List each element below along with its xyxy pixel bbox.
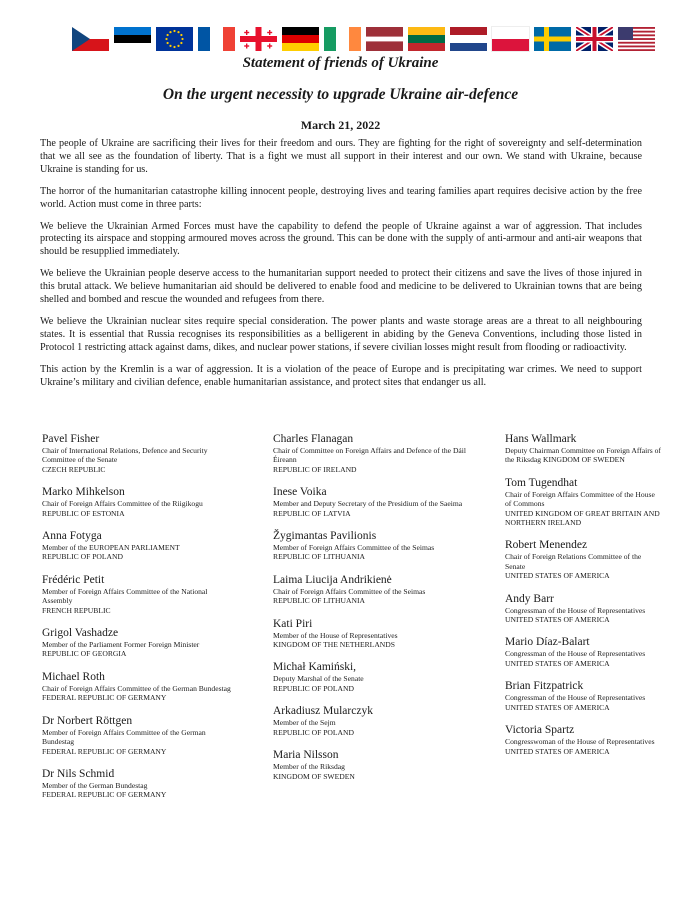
signatory bbox=[505, 723, 662, 756]
signatory-country: REPUBLIC OF LITHUANIA bbox=[273, 596, 365, 606]
signatory bbox=[505, 476, 662, 528]
signatory-name: Dr Nils Schmid bbox=[42, 767, 115, 780]
signatory bbox=[273, 529, 468, 562]
signatory-role: Chair of Foreign Affairs Committee of the House of Commons bbox=[505, 489, 655, 509]
signatory-country: FEDERAL REPUBLIC OF GERMANY bbox=[42, 790, 167, 800]
paragraph: This action by the Kremlin is a war of aggression. It is a violation of the peace of Europe and is precipitating war crimes. We need to support Ukraine’s military and civilian defence, enable humanitarian assistance, and protect sites that endanger us all. bbox=[40, 363, 642, 388]
signatory-name: Laima Liucija Andrikienė bbox=[273, 573, 392, 586]
signatory bbox=[505, 635, 662, 668]
signatory-name: Grigol Vashadze bbox=[42, 627, 119, 640]
signatory-name: Michael Roth bbox=[42, 670, 105, 683]
signatory bbox=[273, 573, 468, 606]
signatory-country: REPUBLIC OF GEORGIA bbox=[42, 649, 127, 659]
signatory bbox=[505, 592, 662, 625]
paragraph: We believe the Ukrainian people deserve access to the humanitarian support needed to protect their citizens and save the lives of those injured in this brutal attack. We believe humanitarian aid should be delivered to enable food and medicine to be delivered to Ukrainian towns that are being shelled and bombed and rescue the wounded and refugees from there. bbox=[40, 268, 642, 306]
signatory bbox=[273, 704, 468, 737]
signatory-role: Member of the Parliament Former Foreign Minister bbox=[42, 640, 200, 650]
flag-row bbox=[72, 27, 632, 53]
signatory bbox=[273, 748, 468, 781]
signatory-country: CZECH REPUBLIC bbox=[42, 464, 106, 474]
signatory-role: Chair of Foreign Affairs Committee of the German Bundestag bbox=[42, 683, 231, 693]
signatory-role: Member of Foreign Affairs Committee of the German Bundestag bbox=[42, 727, 206, 747]
signatory-country: REPUBLIC OF POLAND bbox=[273, 727, 355, 737]
signatory bbox=[42, 670, 237, 703]
lithuania-flag-icon bbox=[408, 27, 445, 51]
georgia-flag-icon bbox=[240, 27, 277, 51]
latvia-flag-icon bbox=[366, 27, 403, 51]
estonia-flag-icon bbox=[114, 27, 151, 51]
signatory-country: KINGDOM OF SWEDEN bbox=[273, 771, 355, 781]
signatory-role: Member of the Riksdag bbox=[273, 762, 345, 772]
signatory-name: Marko Mihkelson bbox=[42, 486, 125, 499]
signatory-country: REPUBLIC OF LITHUANIA bbox=[273, 552, 365, 562]
paragraph: We believe the Ukrainian Armed Forces must have the capability to defend the people of Ukraine against a war of aggression. That includes protecting its airspace and stopping armoured moves across the ground. This can be done with the supply of anti-armour and anti-air weapons that should be resupplied immediately. bbox=[40, 220, 642, 258]
signatory-name: Mario Díaz-Balart bbox=[505, 636, 590, 649]
signatory-role: Member and Deputy Secretary of the Presidium of the Saeima bbox=[273, 499, 463, 509]
signatory bbox=[42, 529, 237, 562]
signatory-name: Inese Voika bbox=[273, 486, 327, 499]
signatory-role: Chair of International Relations, Defence and Security Committee of the Senate bbox=[42, 446, 208, 465]
signatory-role: Congressman of the House of Representatives bbox=[505, 605, 646, 615]
signatory bbox=[505, 432, 662, 465]
signatory-role: Deputy Chairman Committee on Foreign Affairs of the Riksdag KINGDOM OF SWEDEN bbox=[505, 446, 661, 465]
signatory-country: FEDERAL REPUBLIC OF GERMANY bbox=[42, 746, 167, 756]
signatory-name: Maria Nilsson bbox=[273, 749, 339, 762]
signatory bbox=[42, 573, 237, 615]
signatory-name: Arkadiusz Mularczyk bbox=[273, 705, 373, 718]
signatory bbox=[273, 485, 468, 518]
signatory-country: FRENCH REPUBLIC bbox=[42, 605, 111, 615]
signatory-role: Member of the Sejm bbox=[273, 718, 336, 728]
signatory bbox=[42, 485, 237, 518]
signatory bbox=[505, 679, 662, 712]
signatory bbox=[42, 432, 237, 474]
signatory-country: UNITED STATES OF AMERICA bbox=[505, 658, 610, 668]
signatory bbox=[505, 538, 662, 580]
signatory-role: Congresswoman of the House of Representatives bbox=[505, 737, 655, 747]
signatory bbox=[42, 626, 237, 659]
signatory-country: KINGDOM OF THE NETHERLANDS bbox=[273, 640, 395, 650]
germany-flag-icon bbox=[282, 27, 319, 51]
signatory-role: Chair of Committee on Foreign Affairs and Defence of the Dáil Éireann bbox=[273, 446, 467, 465]
signatory-name: Frédéric Petit bbox=[42, 573, 105, 586]
signatory-column-3 bbox=[505, 432, 662, 767]
signatory-country: UNITED STATES OF AMERICA bbox=[505, 615, 610, 625]
paragraph: We believe the Ukrainian nuclear sites require special consideration. The power plants and waste storage areas are a threat to all neighbouring states. It is essential that Russia recognises its responsibilities as a belligerent in abiding by the Geneva Conventions, including those listed in Protocol 1 restricting attack against dams, dikes, and nuclear power stations, if severe civilian losses might result from flooding or radioactivity. bbox=[40, 315, 642, 353]
signatory-country: UNITED STATES OF AMERICA bbox=[505, 571, 610, 581]
poland-flag-icon bbox=[492, 27, 529, 51]
usa-flag-icon bbox=[618, 27, 655, 51]
signatory-name: Žygimantas Pavilionis bbox=[273, 530, 377, 543]
signatory bbox=[273, 660, 468, 693]
signatory-country: REPUBLIC OF POLAND bbox=[273, 683, 355, 693]
signatory bbox=[42, 767, 237, 800]
statement-body bbox=[40, 138, 642, 399]
signatory-country: REPUBLIC OF IRELAND bbox=[273, 464, 357, 474]
signatory-name: Charles Flanagan bbox=[273, 433, 354, 445]
signatory-role: Chair of Foreign Affairs Committee of the Seimas bbox=[273, 586, 426, 596]
signatory-name: Robert Menendez bbox=[505, 539, 588, 552]
paragraph: The horror of the humanitarian catastrophe killing innocent people, destroying lives and tearing families apart requires decisive action by the free world. Action must come in three parts: bbox=[40, 185, 642, 210]
signatory-country: REPUBLIC OF ESTONIA bbox=[42, 508, 125, 518]
uk-flag-icon bbox=[576, 27, 613, 51]
signatory-name: Pavel Fisher bbox=[42, 433, 100, 445]
signatory bbox=[42, 714, 237, 756]
statement-title: Statement of friends of Ukraine bbox=[242, 55, 439, 71]
signatory-name: Andy Barr bbox=[505, 592, 554, 605]
signatory-role: Member of the House of Representatives bbox=[273, 630, 398, 640]
statement-date: March 21, 2022 bbox=[300, 118, 381, 132]
eu-flag-icon bbox=[156, 27, 193, 51]
signatory-name: Tom Tugendhat bbox=[505, 476, 578, 489]
signatory-role: Chair of Foreign Relations Committee of the Senate bbox=[505, 552, 642, 571]
sweden-flag-icon bbox=[534, 27, 571, 51]
signatory-role: Congressman of the House of Representatives bbox=[505, 649, 646, 659]
signatory-country: UNITED KINGDOM OF GREAT BRITAIN AND NORTHERN IRELAND bbox=[505, 508, 660, 528]
signatory-country: FEDERAL REPUBLIC OF GERMANY bbox=[42, 693, 167, 703]
signatory-name: Hans Wallmark bbox=[505, 433, 577, 445]
paragraph: The people of Ukraine are sacrificing their lives for their freedom and ours. They are fighting for the right of sovereignty and self-determination that we all see as the foundation of liberty. That is a fight we must all support in their interest and our own. We stand with Ukraine, because Ukraine is standing for us. bbox=[40, 138, 642, 175]
signatory-country: REPUBLIC OF LATVIA bbox=[273, 508, 351, 518]
signatory bbox=[273, 432, 468, 474]
signatory-name: Michał Kamiński, bbox=[273, 661, 357, 674]
france-flag-icon bbox=[198, 27, 235, 51]
signatory-role: Member of the EUROPEAN PARLIAMENT bbox=[42, 543, 180, 553]
signatory-column-1 bbox=[42, 432, 237, 811]
signatory-name: Kati Piri bbox=[273, 617, 313, 630]
signatory-role: Member of Foreign Affairs Committee of the National Assembly bbox=[42, 586, 208, 606]
signatory-country: UNITED STATES OF AMERICA bbox=[505, 702, 610, 712]
ireland-flag-icon bbox=[324, 27, 361, 51]
signatory-country: UNITED STATES OF AMERICA bbox=[505, 746, 610, 756]
signatory-column-2 bbox=[273, 432, 468, 792]
signatory-role: Member of the German Bundestag bbox=[42, 780, 148, 790]
signatory-name: Dr Norbert Röttgen bbox=[42, 714, 133, 727]
signatory-country: REPUBLIC OF POLAND bbox=[42, 552, 124, 562]
statement-subtitle: On the urgent necessity to upgrade Ukraine air-defence bbox=[162, 86, 519, 103]
netherlands-flag-icon bbox=[450, 27, 487, 51]
signatory-role: Member of Foreign Affairs Committee of the Seimas bbox=[273, 543, 435, 553]
czech-flag-icon bbox=[72, 27, 109, 51]
signatory-name: Brian Fitzpatrick bbox=[505, 680, 584, 693]
signatory-role: Deputy Marshal of the Senate bbox=[273, 674, 364, 684]
signatory bbox=[273, 617, 468, 650]
signatory-role: Chair of Foreign Affairs Committee of the Riigikogu bbox=[42, 499, 203, 509]
signatory-name: Anna Fotyga bbox=[42, 530, 102, 543]
signatory-role: Congressman of the House of Representatives bbox=[505, 693, 646, 703]
signatory-name: Victoria Spartz bbox=[505, 724, 575, 737]
